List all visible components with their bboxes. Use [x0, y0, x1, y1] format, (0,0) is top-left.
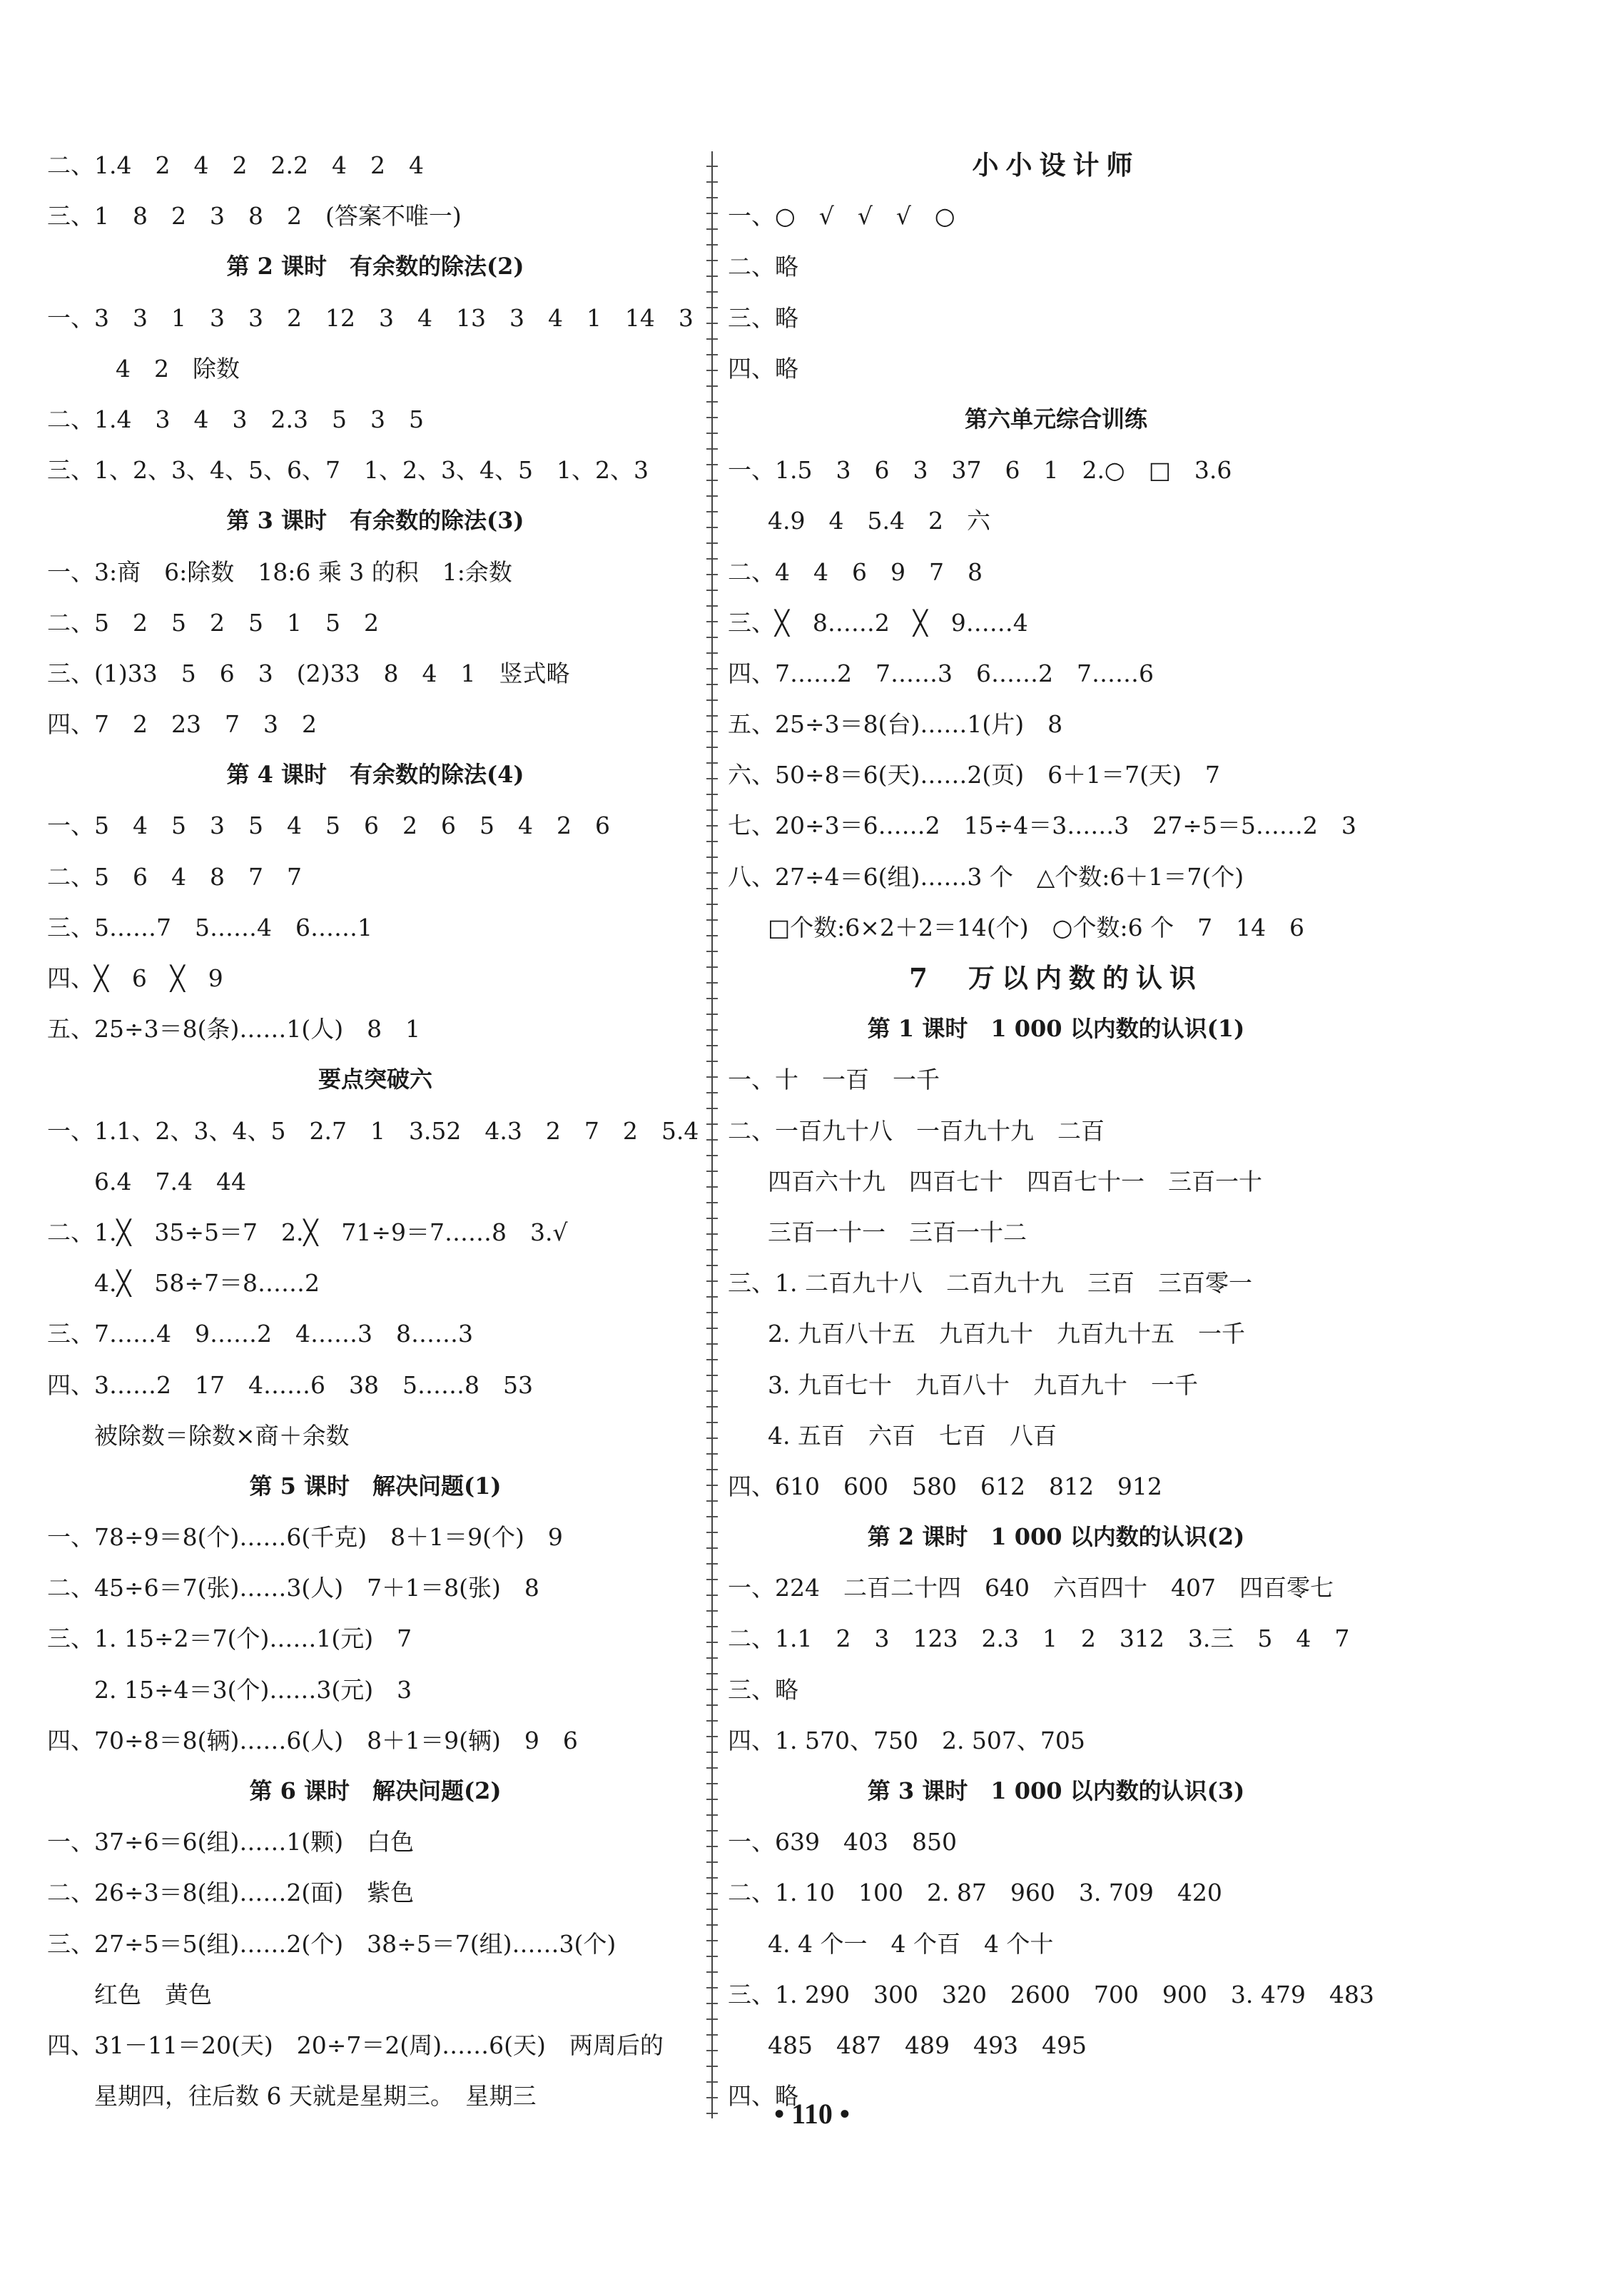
right-answer-line: 二、1.1 2 3 123 2.3 1 2 312 3.三 5 4 7: [728, 1624, 1350, 1653]
right-answer-line: 二、4 4 6 9 7 8: [728, 557, 983, 586]
right-unit-heading: 7 万以内数的认识: [909, 962, 1203, 994]
right-section-heading: 第 1 课时 1 000 以内数的认识(1): [867, 1015, 1245, 1043]
left-answer-line: 二、26÷3＝8(组)……2(面) 紫色: [47, 1879, 415, 1907]
left-answer-line: 被除数＝除数×商＋余数: [94, 1421, 350, 1450]
left-answer-line: 二、1.4 2 4 2 2.2 4 2 4: [47, 151, 424, 179]
right-answer-line: 三、略: [728, 1675, 798, 1704]
right-answer-line: 四百六十九 四百七十 四百七十一 三百一十: [768, 1167, 1262, 1196]
left-answer-line: 三、1 8 2 3 8 2 (答案不唯一): [47, 202, 462, 231]
left-answer-line: 一、1.1、2、3、4、5 2.7 1 3.52 4.3 2 7 2 5.4: [47, 1116, 699, 1145]
right-answer-line: 4.9 4 5.4 2 六: [768, 507, 990, 535]
right-answer-line: 二、一百九十八 一百九十九 二百: [728, 1116, 1105, 1145]
left-answer-line: 三、27÷5＝5(组)……2(个) 38÷5＝7(组)……3(个): [47, 1929, 616, 1958]
left-section-heading: 第 6 课时 解决问题(2): [249, 1777, 502, 1804]
right-answer-line: 一、639 403 850: [728, 1828, 957, 1856]
right-section-heading: 第六单元综合训练: [964, 405, 1147, 433]
left-answer-line: 2. 15÷4＝3(个)……3(元) 3: [94, 1675, 412, 1704]
left-answer-line: 四、╳ 6 ╳ 9: [47, 964, 223, 992]
right-answer-line: 三、1. 290 300 320 2600 700 900 3. 479 483: [728, 1980, 1374, 2008]
right-answer-line: 2. 九百八十五 九百九十 九百九十五 一千: [768, 1320, 1245, 1348]
left-answer-line: 一、78÷9＝8(个)……6(千克) 8＋1＝9(个) 9: [47, 1523, 563, 1552]
left-answer-line: 五、25÷3＝8(条)……1(人) 8 1: [47, 1015, 421, 1043]
right-column: [728, 140, 1384, 2121]
left-answer-line: 二、1.4 3 4 3 2.3 5 3 5: [47, 405, 424, 433]
right-answer-line: 一、十 一百 一千: [728, 1066, 940, 1094]
left-answer-line: 三、7……4 9……2 4……3 8……3: [47, 1320, 473, 1348]
right-answer-line: 一、○ √ √ √ ○: [728, 202, 955, 231]
left-answer-line: 三、(1)33 5 6 3 (2)33 8 4 1 竖式略: [47, 659, 570, 687]
right-answer-line: 四、略: [728, 2082, 798, 2111]
left-answer-line: 三、1、2、3、4、5、6、7 1、2、3、4、5 1、2、3: [47, 456, 649, 485]
left-answer-line: 一、37÷6＝6(组)……1(颗) 白色: [47, 1828, 415, 1856]
right-answer-line: 三百一十一 三百一十二: [768, 1218, 1027, 1246]
right-section-heading: 第 3 课时 1 000 以内数的认识(3): [867, 1777, 1245, 1804]
right-answer-line: □个数:6×2＋2＝14(个) ○个数:6 个 7 14 6: [768, 913, 1305, 941]
left-answer-line: 四、3……2 17 4……6 38 5……8 53: [47, 1370, 533, 1399]
left-answer-line: 红色 黄色: [94, 1980, 212, 2008]
page-number: • 110 •: [774, 2098, 850, 2130]
right-answer-line: 四、7……2 7……3 6……2 7……6: [728, 659, 1154, 687]
left-answer-line: 一、3:商 6:除数 18:6 乘 3 的积 1:余数: [47, 557, 512, 586]
right-answer-line: 三、1. 二百九十八 二百九十九 三百 三百零一: [728, 1269, 1252, 1298]
right-answer-line: 三、略: [728, 303, 798, 332]
left-answer-line: 二、1.╳ 35÷5＝7 2.╳ 71÷9＝7……8 3.√: [47, 1218, 568, 1246]
right-answer-line: 二、1. 10 100 2. 87 960 3. 709 420: [728, 1879, 1222, 1907]
right-answer-line: 二、略: [728, 253, 798, 281]
left-section-heading: 第 5 课时 解决问题(1): [249, 1472, 502, 1500]
left-answer-line: 4.╳ 58÷7＝8……2: [94, 1269, 320, 1298]
right-answer-line: 4. 4 个一 4 个百 4 个十: [768, 1929, 1054, 1958]
right-answer-line: 四、610 600 580 612 812 912: [728, 1472, 1162, 1500]
left-answer-line: 一、3 3 1 3 3 2 12 3 4 13 3 4 1 14 3: [47, 303, 694, 332]
right-answer-line: 七、20÷3＝6……2 15÷4＝3……3 27÷5＝5……2 3: [728, 812, 1356, 840]
right-answer-line: 八、27÷4＝6(组)……3 个 △个数:6＋1＝7(个): [728, 862, 1244, 891]
left-section-heading: 要点突破六: [318, 1066, 432, 1093]
right-answer-line: 一、224 二百二十四 640 六百四十 407 四百零七: [728, 1574, 1334, 1602]
left-answer-line: 三、5……7 5……4 6……1: [47, 913, 372, 941]
left-answer-line: 四、70÷8＝8(辆)……6(人) 8＋1＝9(辆) 9 6: [47, 1726, 578, 1754]
right-answer-line: 一、1.5 3 6 3 37 6 1 2.○ □ 3.6: [728, 456, 1232, 485]
left-answer-line: 4 2 除数: [116, 354, 240, 383]
right-answer-line: 三、╳ 8……2 ╳ 9……4: [728, 608, 1028, 637]
right-answer-line: 四、略: [728, 354, 798, 383]
left-section-heading: 第 3 课时 有余数的除法(3): [226, 507, 524, 535]
left-answer-line: 一、5 4 5 3 5 4 5 6 2 6 5 4 2 6: [47, 812, 610, 840]
right-answer-line: 485 487 489 493 495: [768, 2031, 1087, 2059]
left-answer-line: 二、5 2 5 2 5 1 5 2: [47, 608, 379, 637]
left-section-heading: 第 4 课时 有余数的除法(4): [226, 761, 524, 789]
left-section-heading: 第 2 课时 有余数的除法(2): [226, 253, 524, 281]
column-divider: [703, 151, 721, 2118]
right-section-heading: 第 2 课时 1 000 以内数的认识(2): [867, 1523, 1245, 1551]
right-answer-line: 3. 九百七十 九百八十 九百九十 一千: [768, 1370, 1198, 1399]
left-answer-line: 星期四，往后数 6 天就是星期三。 星期三: [94, 2082, 537, 2111]
left-answer-line: 二、45÷6＝7(张)……3(人) 7＋1＝8(张) 8: [47, 1574, 539, 1602]
left-answer-line: 6.4 7.4 44: [94, 1167, 246, 1196]
left-answer-line: 三、1. 15÷2＝7(个)……1(元) 7: [47, 1624, 412, 1653]
left-column: [47, 140, 704, 2121]
left-answer-line: 四、31－11＝20(天) 20÷7＝2(周)……6(天) 两周后的: [47, 2031, 664, 2059]
right-answer-line: 六、50÷8＝6(天)……2(页) 6＋1＝7(天) 7: [728, 761, 1220, 789]
right-answer-line: 四、1. 570、750 2. 507、705: [728, 1726, 1085, 1754]
right-unit-heading: 小小设计师: [972, 149, 1140, 181]
right-answer-line: 五、25÷3＝8(台)……1(片) 8: [728, 710, 1063, 739]
left-answer-line: 四、7 2 23 7 3 2: [47, 710, 317, 739]
right-answer-line: 4. 五百 六百 七百 八百: [768, 1421, 1057, 1450]
left-answer-line: 二、5 6 4 8 7 7: [47, 862, 302, 891]
